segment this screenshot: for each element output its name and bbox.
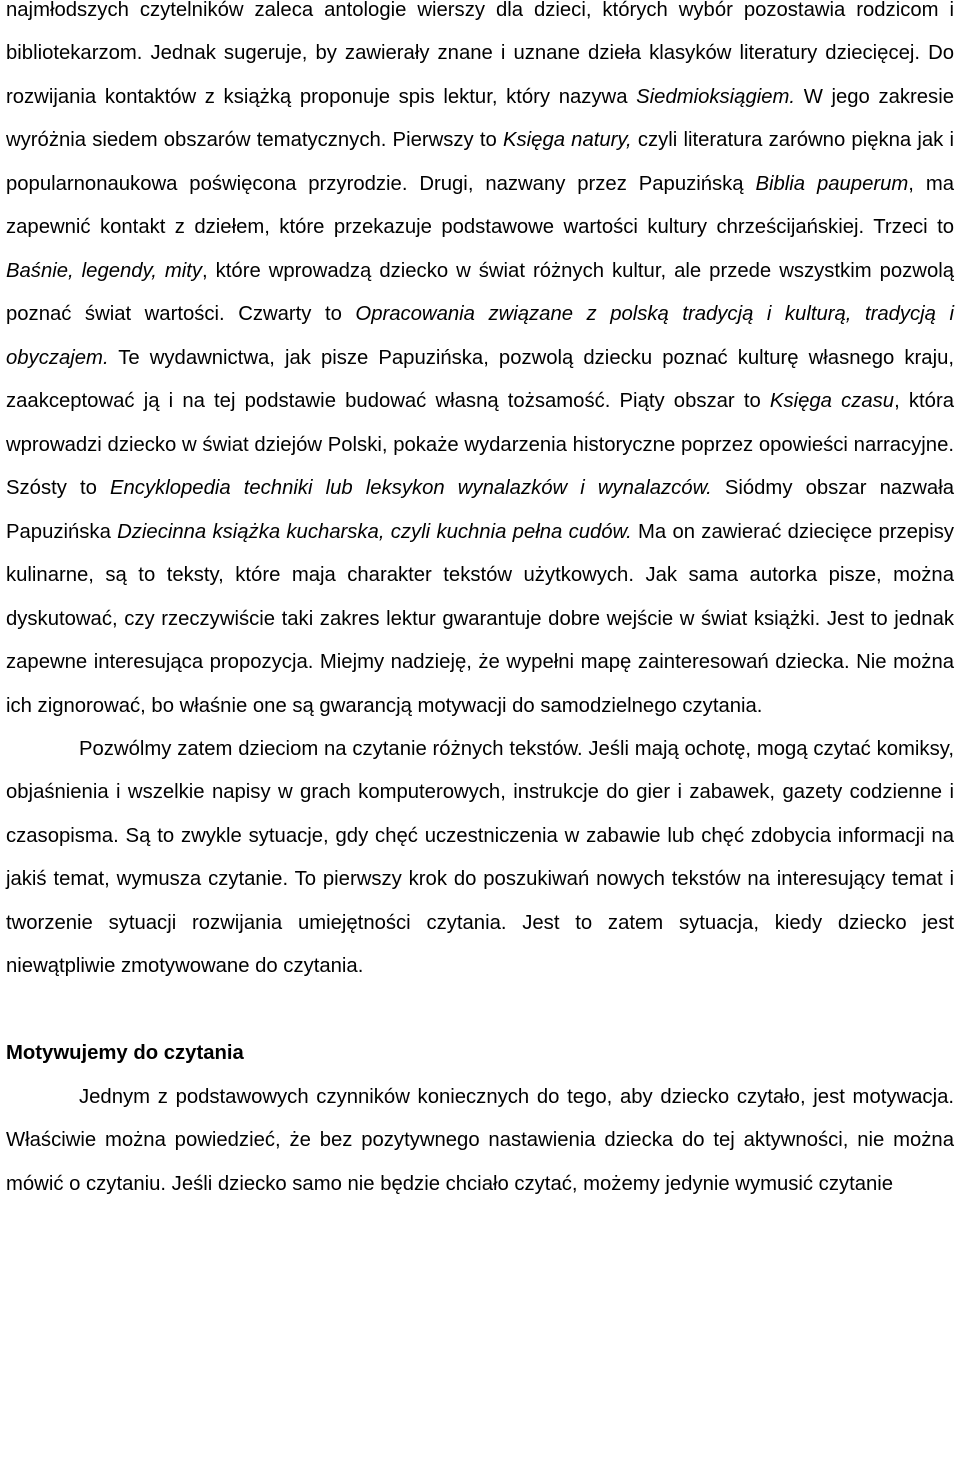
text-segment: Ma on zawierać dziecięce przepisy kulinarne, są to teksty, które maja charakter tekstów użytkowych. Jak sama autorka pisze, można dyskutować, czy rzeczywiście taki zakres lektur gwarantuje dobre wejście w świat książki. Jest to jednak zapewne interesująca propozycja. Miejmy nadzieję, że wypełni mapę zainteresowań dziecka. Nie można ich zignorować, bo właśnie one są gwarancją motywacji do samodzielnego czytania. (6, 520, 954, 717)
italic-title: Księga czasu (769, 390, 895, 413)
paragraph-reading-list (6, 0, 954, 728)
italic-title: Dziecinna książka kucharska, czyli kuchnia pełna cudów. (117, 520, 632, 543)
text-segment: Siódmy obszar nazwała Papuzińska (6, 477, 954, 543)
text-segment: najmłodszych czytelników zaleca antologie wierszy dla dzieci, których wybór pozostawia rodzicom i bibliotekarzom. Jednak sugeruje, by zawierały znane i uznane dzieła klasyków literatury dziecięcej. Do rozwijania kontaktów z książką proponuje spis lektur, który nazywa (6, 0, 954, 108)
text-segment: , która wprowadzi dziecko w świat dziejów Polski, pokaże wydarzenia historyczne poprzez opowieści narracyjne. Szósty to (6, 390, 954, 500)
italic-title: Siedmioksiągiem. (636, 85, 796, 108)
paragraph-motivation: Jednym z podstawowych czynników koniecznych do tego, aby dziecko czytało, jest motywacja. Właściwie można powiedzieć, że bez pozytywnego nastawienia dziecka do tej aktywności, nie można mówić o czytaniu. Jeśli dziecko samo nie będzie chciało czytać, możemy jedynie wymusić czytanie (6, 1085, 954, 1195)
italic-title: Opracowania związane z polską tradycją i kulturą, tradycją i obyczajem. (6, 303, 954, 369)
text-segment: Te wydawnictwa, jak pisze Papuzińska, pozwolą dziecku poznać kulturę własnego kraju, zaakceptować ją i na tej podstawie budować własną tożsamość. Piąty obszar to (6, 346, 954, 413)
paragraph-let-children-read: Pozwólmy zatem dzieciom na czytanie różnych tekstów. Jeśli mają ochotę, mogą czytać komiksy, objaśnienia i wszelkie napisy w grach komputerowych, instrukcje do gier i zabawek, gazety codzienne i czasopisma. Są to zwykle sytuacje, gdy chęć uczestniczenia w zabawie lub chęć zdobycia informacji na jakiś temat, wymusza czytanie. To pierwszy krok do poszukiwań nowych tekstów na interesujący temat i tworzenie sytuacji rozwijania umiejętności czytania. Jest to zatem sytuacja, kiedy dziecko jest niewątpliwie zmotywowane do czytania. (6, 737, 954, 978)
italic-title: Encyklopedia techniki lub leksykon wynalazków i wynalazców. (110, 477, 712, 500)
text-segment: W jego zakresie wyróżnia siedem obszarów tematycznych. Pierwszy to (6, 85, 954, 152)
text-segment: czyli literatura zarówno piękna jak i popularnonaukowa poświęcona przyrodzie. Drugi, nazwany przez Papuzińską (6, 129, 954, 195)
italic-title: Księga natury, (502, 129, 632, 152)
section-heading: Motywujemy do czytania (6, 1042, 244, 1065)
italic-title: Baśnie, legendy, mity (6, 259, 203, 282)
text-segment: , które wprowadzą dziecko w świat różnych kultur, ale przede wszystkim pozwolą poznać świat wartości. Czwarty to (6, 259, 955, 326)
text-segment: , ma zapewnić kontakt z dziełem, które przekazuje podstawowe wartości kultury chrześcijańskiej. Trzeci to (6, 172, 954, 239)
italic-title: Biblia pauperum (755, 172, 909, 195)
